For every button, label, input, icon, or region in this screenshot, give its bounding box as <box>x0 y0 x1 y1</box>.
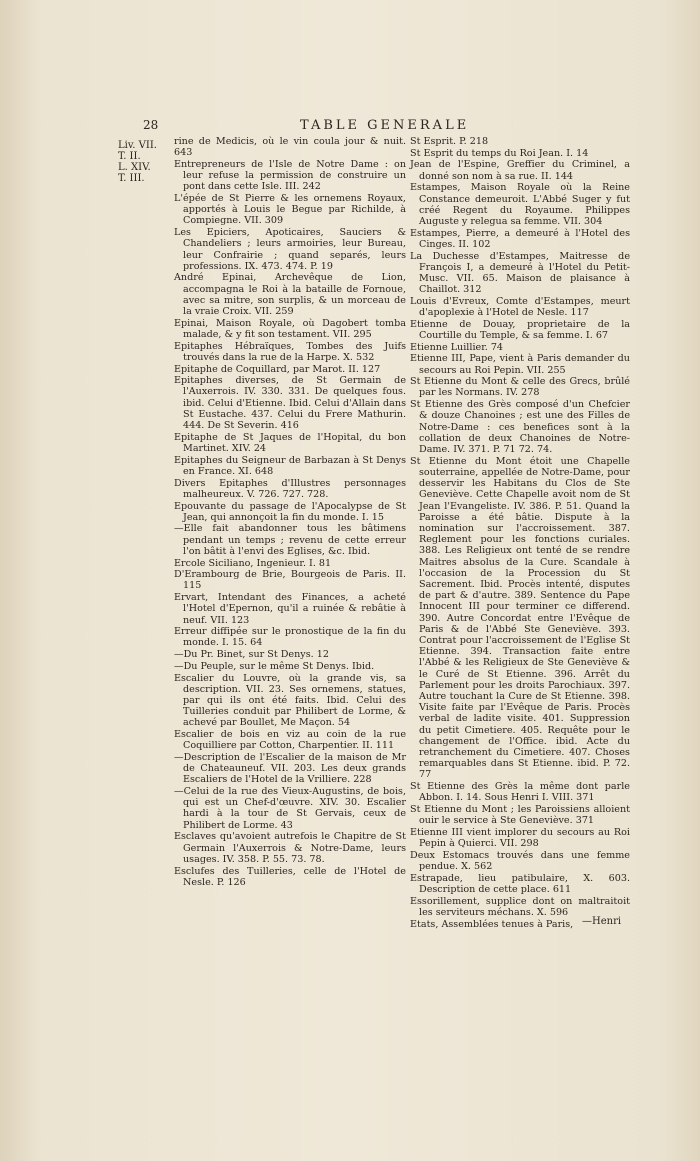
index-entry: St Etienne du Mont ; les Paroissiens alloient ouir le service à Ste Geneviève. 371 <box>410 803 630 827</box>
index-entry: St Esprit. P. 218 <box>410 136 489 147</box>
index-entry: Jean de l'Espine, Greffier du Criminel, a donné son nom à sa rue. II. 144 <box>410 159 630 182</box>
index-entry: Estampes, Maison Royale où la Reine Constance demeuroit. L'Abbé Suger y fut créé Regent du Royaume. Philippes Auguste y relegua sa femme. VII. 304 <box>410 182 630 227</box>
index-entry: St Esprit du temps du Roi Jean. I. 14 <box>410 147 589 159</box>
index-entry: Erreur diffipée sur le pronostique de la fin du monde. I. 15. 64 <box>174 626 406 649</box>
index-entry: L'épée de St Pierre & les ornemens Royaux, apportés à Louis le Begue par Richilde, à Compiegne. VII. 309 <box>174 193 406 227</box>
index-entry: —Elle fait abandonner tous les bâtimens pendant un temps ; revenu de cette erreur l'on bâtit à l'envi des Eglises, &c. Ibid. <box>174 523 406 557</box>
index-entry: Estrapade, lieu patibulaire, X. 603. Description de cette place. 611 <box>410 872 630 895</box>
index-entry: André Epinai, Archevêque de Lion, accompagna le Roi à la bataille de Fornoue, avec sa mitre, son surplis, & un morceau de la vraie Croix. VII. 259 <box>174 272 406 318</box>
index-entry: —Celui de la rue des Vieux-Augustins, de bois, qui est un Chef-d'œuvre. XIV. 30. Escalier hardi à la tour de St Gervais, ceux de Philibert de Lorme. 43 <box>174 786 406 831</box>
index-entry: St Etienne du Mont & celle des Grecs, brûlé par les Normans. IV. 278 <box>410 376 630 399</box>
index-entry: Ervart, Intendant des Finances, a acheté l'Hotel d'Epernon, qu'il a ruinée & rebâtie à neuf. VII. 123 <box>174 592 406 626</box>
index-entry: Esclufes des Tuilleries, celle de l'Hotel de Nesle. P. 126 <box>174 865 406 888</box>
margin-note: T. II. <box>118 151 141 162</box>
index-entry: —Description de l'Escalier de la maison de Mr de Chateauneuf. VII. 203. Les deux grands Escaliers de l'Hotel de la Vrilliere. 228 <box>174 751 406 786</box>
page-number: 28 <box>143 118 159 132</box>
index-entry: Epitaphes diverses, de St Germain de l'Auxerrois. IV. 330. 331. De quelques fous. ibid. Celui d'Etienne. Ibid. Celui d'Allain dans St Eustache. 437. Celui du Frere Mathurin. 444. De St Severin. 416 <box>174 375 406 432</box>
index-entry: Etats, Assemblées tenues à Paris, <box>410 918 574 930</box>
running-head <box>0 118 700 136</box>
index-entry: Epouvante du passage de l'Apocalypse de St Jean, qui annonçoit la fin du monde. I. 15 <box>174 500 406 523</box>
index-entry: Epitaphes Hébraïques, Tombes des Juifs trouvés dans la rue de la Harpe. X. 532 <box>174 340 406 363</box>
index-entry: Epitaphes du Seigneur de Barbazan à St Denys en France. XI. 648 <box>174 454 406 477</box>
index-entry: —Du Pr. Binet, sur St Denys. 12 <box>174 649 329 661</box>
index-entry: Essorillement, supplice dont on maltraitoit les serviteurs méchans. X. 596 <box>410 895 630 918</box>
index-entry: Ercole Siciliano, Ingenieur. I. 81 <box>174 557 332 569</box>
index-entry: Deux Estomacs trouvés dans une femme pendue. X. 562 <box>410 849 630 872</box>
margin-note: Liv. VII. <box>118 140 157 151</box>
index-entry: Etienne de Douay, proprietaire de la Courtille du Temple, & sa femme. I. 67 <box>410 318 630 341</box>
index-entry: Epitaphe de Coquillard, par Marot. II. 127 <box>174 363 381 375</box>
index-column-right <box>410 136 630 930</box>
index-entry: Entrepreneurs de l'Isle de Notre Dame : on leur refuse la permission de construire un pont dans cette Isle. III. 242 <box>174 158 406 193</box>
index-entry: —Du Peuple, sur le même St Denys. Ibid. <box>174 660 375 672</box>
index-entry: rine de Medicis, où le vin coula jour & nuit. 643 <box>174 136 406 159</box>
index-entry: St Etienne des Grès la même dont parle Abbon. I. 14. Sous Henri I. VIII. 371 <box>410 781 630 804</box>
page-title: TABLE GENERALE <box>300 118 470 133</box>
index-entry: Etienne III, Pape, vient à Paris demander du secours au Roi Pepin. VII. 255 <box>410 353 630 376</box>
index-entry: Etienne III vient implorer du secours au Roi Pepin à Quierci. VII. 298 <box>410 826 630 850</box>
index-entry: La Duchesse d'Estampes, Maitresse de François I, a demeuré à l'Hotel du Petit-Musc. VII. 65. Maison de plaisance à Chaillot. 312 <box>410 250 630 296</box>
index-entry: St Etienne du Mont étoit une Chapelle souterraine, appellée de Notre-Dame, pour desservir les Habitans du Clos de Ste Geneviève. Cette Chapelle avoit nom de St Jean l'Evangeliste. IV. 386. P. 51. Quand la Paroisse a été bâtie. Dispute à la nomination sur l'accroissement. 387. Reglement pour les fonctions curiales. 388. Les Religieux ont tenté de se rendre Maitres absolus de la Cure. Scandale à l'occasion de la Procession du St Sacrement. Ibid. Procès intenté, disputes de part & d'autre. 389. Sentence du Pape Innocent III pour terminer ce differend. 390. Autre Concordat entre l'Evêque de Paris & de l'Abbé Ste Geneviève. 393. Contrat pour l'accroissement de l'Eglise St Etienne. 394. Transaction faite entre l'Abbé & les Religieux de Ste Geneviève & le Curé de St Etienne. 396. Arrêt du Parlement pour les droits Parochiaux. 397. Autre touchant la Cure de St Etienne. 398. Visite faite par l'Evêque de Paris. Procès verbal de ladite visite. 401. Suppression du petit Cimetiere. 405. Requête pour le changement de l'Office. ibid. Acte du retranchement du Cimetiere. 407. Choses remarquables dans St Etienne. ibid. P. 72. 77 <box>410 455 630 781</box>
index-entry: Esclaves qu'avoient autrefois le Chapitre de St Germain l'Auxerrois & Notre-Dame, leurs usages. IV. 358. P. 55. 73. 78. <box>174 831 406 865</box>
margin-note: L. XIV. <box>118 162 151 173</box>
index-entry: Estampes, Pierre, a demeuré à l'Hotel des Cinges. II. 102 <box>410 227 630 250</box>
index-entry: Les Epiciers, Apoticaires, Sauciers & Chandeliers ; leurs armoiries, leur Bureau, leur Confrairie ; quand separés, leurs professions. IX. 473. 474. P. 19 <box>174 227 406 272</box>
index-entry: St Etienne des Grès composé d'un Chefcier & douze Chanoines ; est une des Filles de Notre-Dame : ces benefices sont à la collation de deux Chanoines de Notre-Dame. IV. 371. P. 71 72. 74. <box>410 399 630 455</box>
margin-note: T. III. <box>118 173 145 184</box>
index-entry: Divers Epitaphes d'Illustres personnages malheureux. V. 726. 727. 728. <box>174 477 406 500</box>
index-entry: Louis d'Evreux, Comte d'Estampes, meurt d'apoplexie à l'Hotel de Nesle. 117 <box>410 295 630 319</box>
catchword: —Henri <box>582 916 622 927</box>
index-entry: Escalier du Louvre, où la grande vis, sa description. VII. 23. Ses ornemens, statues, par qui ils ont été faits. Ibid. Celui des Tuilleries conduit par Philibert de Lorme, & achevé par Boullet, Me Maçon. 54 <box>174 672 406 729</box>
index-entry: Epitaphe de St Jaques de l'Hopital, du bon Martinet. XIV. 24 <box>174 431 406 454</box>
index-entry: Epinai, Maison Royale, où Dagobert tomba malade, & y fit son testament. VII. 295 <box>174 317 406 340</box>
index-entry: Etienne Luillier. 74 <box>410 341 504 353</box>
index-entry: D'Erambourg de Brie, Bourgeois de Paris. II. 115 <box>174 569 406 592</box>
index-column-left <box>174 136 406 888</box>
index-entry: Escalier de bois en viz au coin de la rue Coquilliere par Cotton, Charpentier. II. 111 <box>174 729 406 752</box>
